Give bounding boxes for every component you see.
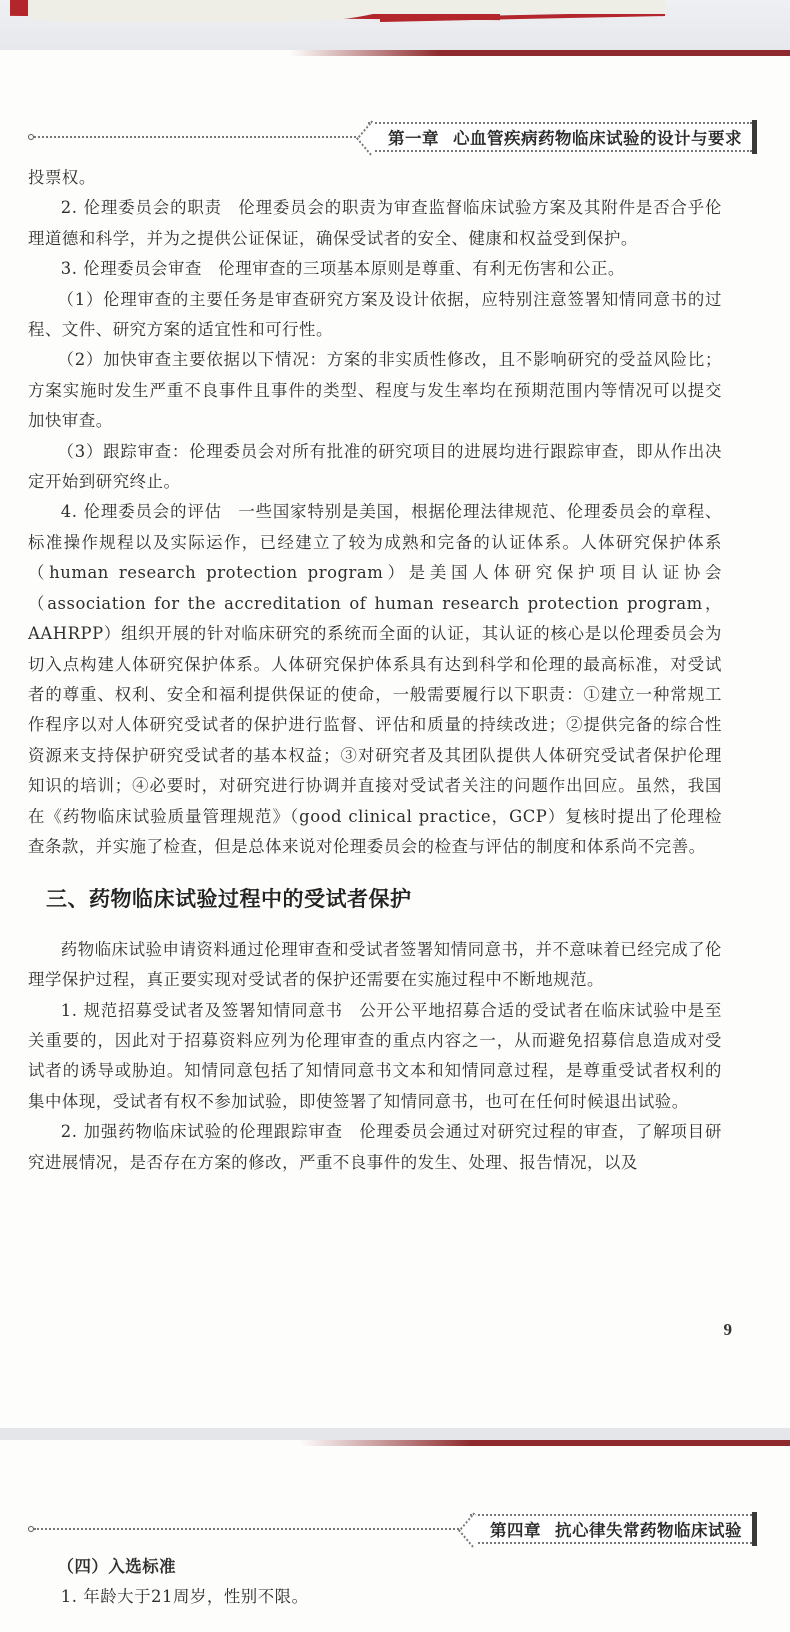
paragraph-lead: 4. 伦理委员会的评估: [60, 502, 222, 522]
paragraph: （1）伦理审查的主要任务是审查研究方案及设计依据，应特别注意签署知情同意书的过程、文件、研究方案的适宜性和可行性。: [28, 289, 722, 340]
chapter-number: 第一章: [388, 129, 439, 148]
paragraph: 4. 伦理委员会的评估 一些国家特别是美国，根据伦理法律规范、伦理委员会的章程、标准操作规程以及实际运作，已经建立了较为成熟和完备的认证体系。人体研究保护体系（human research protection program）是美国人体研究保护项目认证协会（association for the accreditation of human research protection program，AAHRPP）组织开展的针对临床研究的系统而全面的认证，其认证的核心是以伦理委员会为切入点构建人体研究保护体系。人体研究保护体系具有达到科学和伦理的最高标准，对受试者的尊重、权利、安全和福利提供保证的使命，一般需要履行以下职责：①建立一种常规工作程序以对人体研究受试者的保护进行监督、评估和质量的持续改进；②提供完备的综合性资源来支持保护研究受试者的基本权益；③对研究者及其团队提供人体研究受试者保护伦理知识的培训；④必要时，对研究进行协调并直接对受试者关注的问题作出回应。虽然，我国在《药物临床试验质量管理规范》（good clinical practice，GCP）复核时提出了伦理检查条款，并实施了检查，但是总体来说对伦理委员会的检查与评估的制度和体系尚不完善。: [28, 502, 722, 856]
chapter-label-box: [368, 122, 752, 152]
book-page-9: [0, 50, 790, 1428]
paragraph-lead: 2. 加强药物临床试验的伦理跟踪审查: [60, 1122, 343, 1142]
chapter-title: 抗心律失常药物临床试验: [555, 1521, 742, 1540]
book-page-next: [0, 1440, 790, 1632]
paragraph: 2. 加强药物临床试验的伦理跟踪审查 伦理委员会通过对研究过程的审查，了解项目研究进展情况，是否存在方案的修改，严重不良事件的发生、处理、报告情况，以及: [28, 1122, 722, 1172]
paragraph: （2）加快审查主要依据以下情况：方案的非实质性修改，且不影响研究的受益风险比；方案实施时发生严重不良事件且事件的类型、程度与发生率均在预期范围内等情况可以提交加快审查。: [28, 350, 722, 431]
page-number: 9: [723, 1320, 732, 1339]
section-heading: 三、药物临床试验过程中的受试者保护: [46, 887, 412, 912]
chapter-number: 第四章: [490, 1521, 541, 1540]
paragraph-lead: 3. 伦理委员会审查: [60, 259, 202, 279]
paragraph: 1. 规范招募受试者及签署知情同意书 公开公平地招募合适的受试者在临床试验中是至关重要的，因此对于招募资料应列为伦理审查的重点内容之一，从而避免招募信息造成对受试者的诱导或胁迫。知情同意包括了知情同意书文本和知情同意过程，是尊重受试者权利的集中体现，受试者有权不参加试验，即使签署了知情同意书，也可在任何时候退出试验。: [28, 1000, 722, 1111]
page-gap: [0, 1428, 790, 1440]
chapter-label-box: [470, 1514, 752, 1544]
book-page-curl-right: [265, 0, 665, 14]
paragraph-lead: 1. 规范招募受试者及签署知情同意书: [60, 1000, 343, 1020]
running-header: [28, 120, 752, 154]
body-text: [28, 163, 722, 1178]
chapter-title: 心血管疾病药物临床试验的设计与要求: [453, 129, 742, 148]
book-spread-top-photo: [0, 0, 790, 50]
paragraph: 2. 伦理委员会的职责 伦理委员会的职责为审查监督临床试验方案及其附件是否合乎伦理道德和科学，并为之提供公证保证，确保受试者的安全、健康和权益受到保护。: [28, 198, 722, 248]
header-dotted-rule: [34, 136, 368, 138]
paragraph-lead: 2. 伦理委员会的职责: [60, 198, 222, 218]
paragraph: （3）跟踪审查：伦理委员会对所有批准的研究项目的进展均进行跟踪审查，即从作出决定开始到研究终止。: [28, 441, 722, 492]
paragraph: 投票权。: [28, 168, 96, 187]
paragraph: 3. 伦理委员会审查 伦理审查的三项基本原则是尊重、有利无伤害和公正。: [60, 259, 625, 279]
running-header: [28, 1512, 752, 1546]
body-text: [28, 1552, 722, 1613]
header-dotted-rule: [34, 1528, 470, 1530]
list-item: 1. 年龄大于21周岁，性别不限。: [60, 1587, 309, 1607]
paragraph: 药物临床试验申请资料通过伦理审查和受试者签署知情同意书，并不意味着已经完成了伦理学保护过程，真正要实现对受试者的保护还需要在实施过程中不断地规范。: [28, 939, 722, 990]
subheading: （四）入选标准: [57, 1557, 177, 1576]
